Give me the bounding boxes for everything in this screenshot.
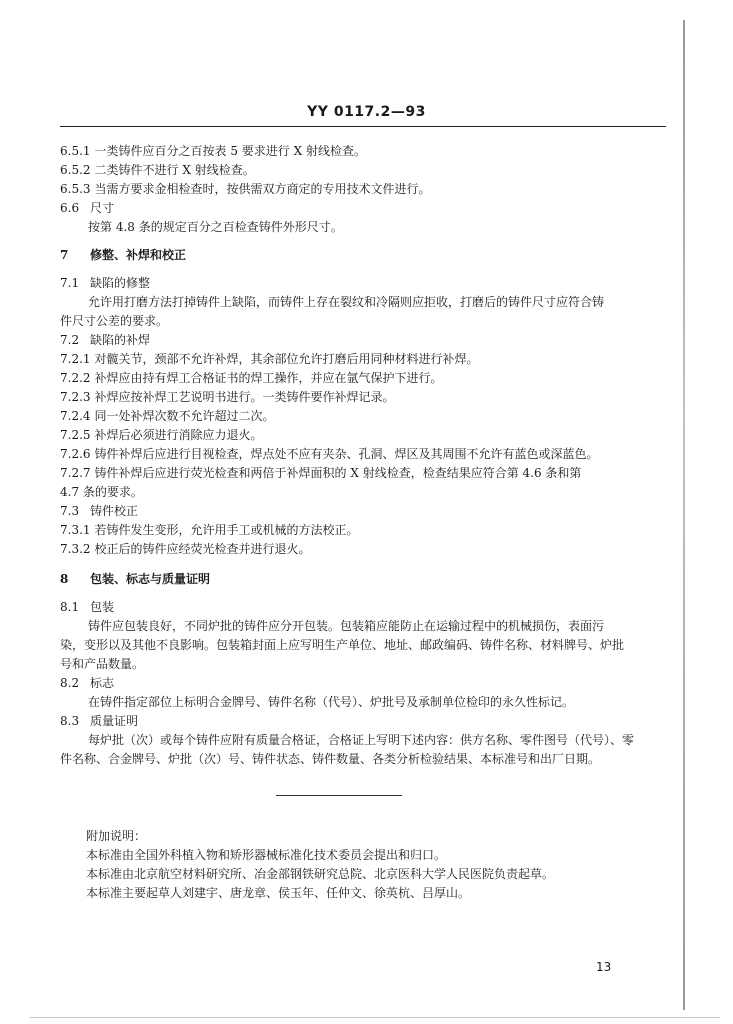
clause-line: 7.1 缺陷的修整 [60,276,151,290]
clause-body: 按第 4.8 条的规定百分之百检查铸件外形尺寸。 [88,220,343,234]
clause-line: 7.2.5 补焊后必须进行消除应力退火。 [60,428,263,442]
clause-line: 7.2.7 铸件补焊后应进行荧光检查和两倍于补焊面积的 X 射线检查，检查结果应符合第 4.6 条和第 [60,466,582,480]
clause-body-cont: 号和产品数量。 [60,657,145,671]
clause-body: 在铸件指定部位上标明合金牌号、铸件名称（代号）、炉批号及承制单位检印的永久性标记。 [88,695,575,709]
note-line: 本标准由全国外科植入物和矫形器械标准化技术委员会提出和归口。 [86,848,447,862]
standard-number: YY 0117.2—93 [307,104,426,120]
clause-line: 8.2 标志 [60,676,115,690]
notes-title: 附加说明： [86,829,147,843]
clause-body-cont: 染，变形以及其他不良影响。包装箱封面上应写明生产单位、地址、邮政编码、铸件名称、材料牌号、炉批 [60,638,625,652]
clause-line: 6.6 尺寸 [60,201,115,215]
page-number: 13 [596,960,612,974]
clause-line: 7.2.6 铸件补焊后应进行目视检查，焊点处不应有夹杂、孔洞、焊区及其周围不允许有蓝色或深蓝色。 [60,447,599,461]
clause-line: 6.5.2 二类铸件不进行 X 射线检查。 [60,163,255,177]
clause-body: 每炉批（次）或每个铸件应附有质量合格证，合格证上写明下述内容：供方名称、零件图号（代号）、零 [88,733,635,747]
clause-line: 6.5.3 当需方要求金相检查时，按供需双方商定的专用技术文件进行。 [60,182,431,196]
clause-body: 铸件应包装良好，不同炉批的铸件应分开包装。包装箱应能防止在运输过程中的机械损伤，表面污 [88,619,605,633]
section-divider [276,795,402,796]
clause-line: 7.2.4 同一处补焊次数不允许超过二次。 [60,409,275,423]
clause-body-cont: 4.7 条的要求。 [60,485,143,499]
note-line: 本标准由北京航空材料研究所、冶金部钢铁研究总院、北京医科大学人民医院负责起草。 [86,867,555,881]
note-line: 本标准主要起草人刘建宇、唐龙章、侯玉年、任仲文、徐英杭、吕厚山。 [86,886,471,900]
clause-line: 7.2 缺陷的补焊 [60,333,151,347]
section-heading: 8 包装、标志与质量证明 [60,572,211,586]
clause-line: 7.2.2 补焊应由持有焊工合格证书的焊工操作，并应在氩气保护下进行。 [60,371,443,385]
clause-line: 8.3 质量证明 [60,714,139,728]
scan-bottom-mark [30,1017,720,1018]
clause-line: 7.3 铸件校正 [60,504,139,518]
section-heading: 7 修整、补焊和校正 [60,248,187,262]
header-rule [60,126,666,127]
clause-line: 7.3.1 若铸件发生变形，允许用手工或机械的方法校正。 [60,523,359,537]
clause-line: 6.5.1 一类铸件应百分之百按表 5 要求进行 X 射线检查。 [60,144,366,158]
scan-edge-mark [683,20,685,1010]
clause-line: 7.2.1 对髋关节，颈部不允许补焊，其余部位允许打磨后用同种材料进行补焊。 [60,352,479,366]
clause-body-cont: 件尺寸公差的要求。 [60,314,169,328]
clause-body-cont: 件名称、合金牌号、炉批（次）号、铸件状态、铸件数量、各类分析检验结果、本标准号和出厂日期。 [60,752,601,766]
clause-line: 7.3.2 校正后的铸件应经荧光检查并进行退火。 [60,542,311,556]
clause-line: 7.2.3 补焊应按补焊工艺说明书进行。一类铸件要作补焊记录。 [60,390,395,404]
clause-body: 允许用打磨方法打掉铸件上缺陷，而铸件上存在裂纹和冷隔则应拒收，打磨后的铸件尺寸应符合铸 [88,295,605,309]
clause-line: 8.1 包装 [60,600,115,614]
